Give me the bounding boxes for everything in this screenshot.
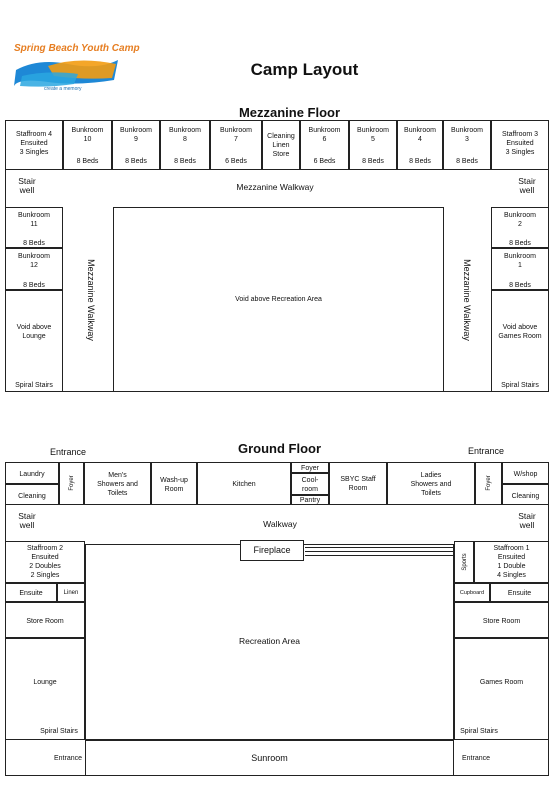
mens-showers: Men's Showers and Toilets — [84, 462, 151, 505]
workshop: W/shop — [502, 462, 549, 484]
games-room: Games Room Spiral Stairs — [454, 638, 549, 740]
stairwell-left: Stair well — [18, 176, 36, 195]
bunkroom-7: Bunkroom 7 6 Beds — [210, 120, 262, 170]
cleaning-right: Cleaning — [502, 484, 549, 505]
bunkroom-1: Bunkroom 1 8 Beds — [491, 248, 549, 290]
lounge: Lounge Spiral Stairs — [5, 638, 85, 740]
cupboard: Cupboard — [454, 583, 490, 602]
void-above-lounge: Void above Lounge Spiral Stairs — [5, 290, 63, 392]
void-above-recreation-area: Void above Recreation Area — [113, 207, 444, 392]
linen-cupboard: Linen — [57, 583, 85, 602]
ground-walkway: Walkway — [263, 519, 297, 529]
logo-text: Spring Beach Youth Camp — [14, 43, 140, 54]
logo-tagline: create a memory — [44, 86, 82, 92]
fireplace-hearth — [305, 543, 454, 561]
ground-stairwell-left: Stair well — [18, 511, 36, 530]
ladies-showers: Ladies Showers and Toilets — [387, 462, 475, 505]
coolroom: Cool- room — [291, 473, 329, 495]
recreation-area: Recreation Area — [85, 544, 454, 740]
ground-floor-title: Ground Floor — [237, 441, 322, 456]
bunkroom-3: Bunkroom 3 8 Beds — [443, 120, 491, 170]
staffroom-2: Staffroom 2 Ensuited 2 Doubles 2 Singles — [5, 541, 85, 583]
store-room-right: Store Room — [454, 602, 549, 638]
store-room-left: Store Room — [5, 602, 85, 638]
kitchen: Kitchen — [197, 462, 291, 505]
wash-up-room: Wash-up Room — [151, 462, 197, 505]
staffroom-3: Staffroom 3 Ensuited 3 Singles — [491, 120, 549, 170]
cleaning-left: Cleaning — [5, 484, 59, 505]
bunkroom-6: Bunkroom 6 6 Beds — [300, 120, 349, 170]
void-above-games-room: Void above Games Room Spiral Stairs — [491, 290, 549, 392]
foyer-left: Foyer — [59, 462, 84, 505]
fireplace: Fireplace — [240, 540, 304, 561]
staffroom-4: Staffroom 4 Ensuited 3 Singles — [5, 120, 63, 170]
foyer-right: Foyer — [475, 462, 502, 505]
sports-store: Sports — [454, 541, 474, 583]
entrance-top-right: Entrance — [468, 446, 505, 456]
bunkroom-8: Bunkroom 8 8 Beds — [160, 120, 210, 170]
ensuite-left: Ensuite — [5, 583, 57, 602]
entrance-bottom-left: Entrance — [53, 755, 83, 762]
stairwell-right: Stair well — [518, 176, 536, 195]
mezzanine-walkway: Mezzanine Walkway — [236, 182, 314, 192]
bunkroom-5: Bunkroom 5 8 Beds — [349, 120, 397, 170]
laundry: Laundry — [5, 462, 59, 484]
foyer-mid: Foyer — [291, 462, 329, 473]
bunkroom-11: Bunkroom 11 8 Beds — [5, 207, 63, 248]
mezzanine-walkway-left: Mezzanine Walkway — [86, 259, 96, 341]
bunkroom-2: Bunkroom 2 8 Beds — [491, 207, 549, 248]
mezzanine-title: Mezzanine Floor — [238, 105, 341, 120]
page-title: Camp Layout — [250, 60, 359, 79]
bunkroom-9: Bunkroom 9 8 Beds — [112, 120, 160, 170]
bunkroom-12: Bunkroom 12 8 Beds — [5, 248, 63, 290]
sunroom: Sunroom — [85, 740, 454, 776]
mezzanine-walkway-right: Mezzanine Walkway — [462, 259, 472, 341]
bunkroom-4: Bunkroom 4 8 Beds — [397, 120, 443, 170]
cleaning-linen-store: Cleaning Linen Store — [262, 120, 300, 170]
bunkroom-10: Bunkroom 10 8 Beds — [63, 120, 112, 170]
staffroom-1: Staffroom 1 Ensuited 1 Double 4 Singles — [474, 541, 549, 583]
pantry: Pantry — [291, 495, 329, 505]
entrance-bottom-right: Entrance — [461, 755, 491, 762]
ground-stairwell-right: Stair well — [518, 511, 536, 530]
sbyc-staff-room: SBYC Staff Room — [329, 462, 387, 505]
entrance-top-left: Entrance — [50, 447, 87, 457]
ensuite-right: Ensuite — [490, 583, 549, 602]
